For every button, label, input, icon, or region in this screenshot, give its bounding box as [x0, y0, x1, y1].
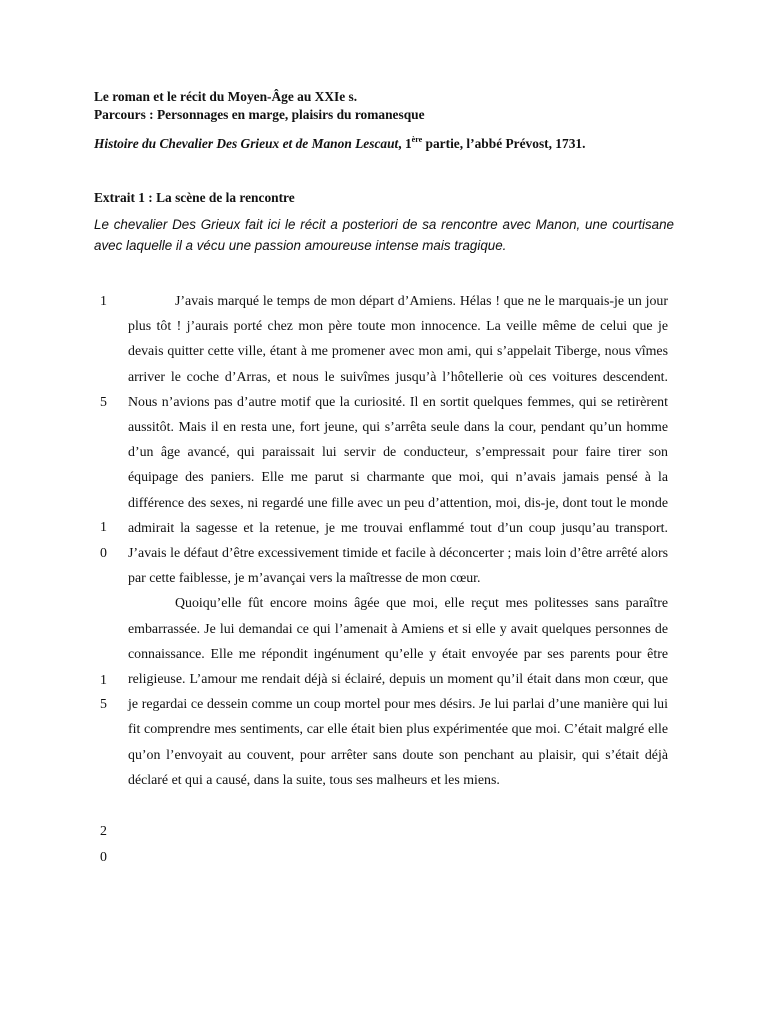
line-number: 1 [100, 673, 107, 688]
extract-title: Extrait 1 : La scène de la rencontre [94, 190, 295, 205]
paragraph: J’avais marqué le temps de mon départ d’Amiens. Hélas ! que ne le marquais-je un jour plus tôt ! j’aurais porté chez mon père toute mon innocence. La veille même de celui que je devais quitter cette ville, étant à me promener avec mon ami, qui s’appelait Tiberge, nous vîmes arriver le coche d’Arras, et nous le suivîmes jusqu’à l’hôtellerie où ces voitures descendent. Nous n’avions pas d’autre motif que la curiosité. Il en sortit quelques femmes, qui se retirèrent aussitôt. Mais il en resta une, fort jeune, qui s’arrêta seule dans la cour, pendant qu’un homme d’un âge avancé, qui paraissait lui servir de conducteur, s’empressait pour faire tirer son équipage des paniers. Elle me parut si charmante que moi, qui n’avais jamais pensé à la différence des sexes, ni regardé une fille avec un peu d’attention, moi, dis-je, dont tout le monde admirait la sagesse et la retenue, je me trouvai enflammé tout d’un coup jusqu’au transport. J’avais le défaut d’être excessivement timide et facile à déconcerter ; mais loin d’être arrêté alors par cette faiblesse, je m’avançai vers la maîtresse de mon cœur. [128, 294, 668, 587]
part-ordinal-sup: ère [411, 135, 423, 144]
course-title: Le roman et le récit du Moyen-Âge au XXIe s. [94, 89, 358, 104]
line-number: 5 [100, 395, 107, 410]
work-details: partie, l’abbé Prévost, 1731. [422, 136, 586, 151]
line-number: 0 [100, 850, 107, 865]
parcours-title: Parcours : Personnages en marge, plaisirs du romanesque [94, 107, 425, 122]
line-number: 0 [100, 546, 107, 561]
line-number: 1 [100, 520, 107, 535]
work-title: Histoire du Chevalier Des Grieux et de Manon Lescaut [94, 136, 399, 151]
line-number: 5 [100, 697, 107, 712]
line-number: 2 [100, 824, 107, 839]
work-reference [94, 135, 684, 152]
part-ordinal: , 1 [398, 136, 412, 151]
paragraph: Quoiqu’elle fût encore moins âgée que moi, elle reçut mes politesses sans paraître embarrassée. Je lui demandai ce qui l’amenait à Amiens et si elle y avait quelques personnes de connaissance. Elle me répondit ingénument qu’elle y était envoyée par ses parents pour être religieuse. L’amour me rendait déjà si éclairé, depuis un moment qu’il était dans mon cœur, que je regardai ce dessein comme un coup mortel pour mes désirs. Je lui parlai d’une manière qui lui fit comprendre mes sentiments, car elle était bien plus expérimentée que moi. C’était malgré elle qu’on l’envoyait au couvent, pour arrêter sans doute son penchant au plaisir, qui s’était déjà déclaré et qui a causé, dans la suite, tous ses malheurs et les miens. [128, 596, 668, 788]
extract-text [128, 289, 668, 793]
line-number: 1 [100, 294, 107, 309]
extract-intro: Le chevalier Des Grieux fait ici le récit a posteriori de sa rencontre avec Manon, une courtisane avec laquelle il a vécu une passion amoureuse intense mais tragique. [94, 217, 674, 253]
